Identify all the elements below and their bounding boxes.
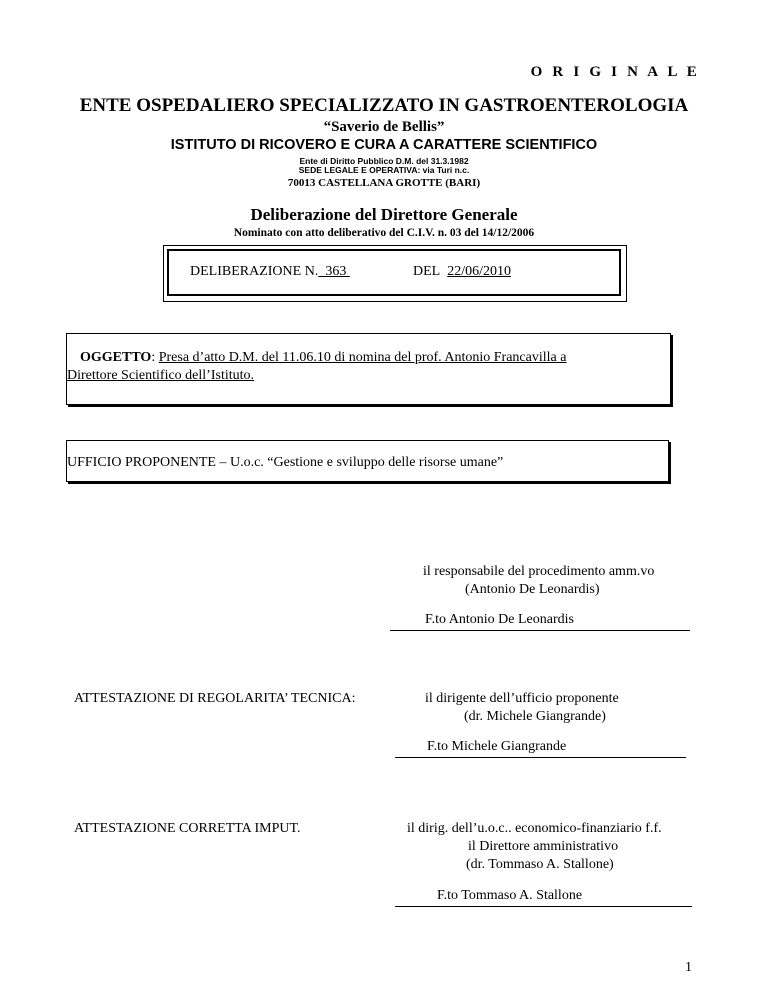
responsabile-role: il responsabile del procedimento amm.vo <box>423 564 655 579</box>
deliberazione-number-value: 363 <box>318 264 350 279</box>
economico-signature: F.to Tommaso A. Stallone <box>437 888 583 903</box>
responsabile-signature: F.to Antonio De Leonardis <box>425 612 574 627</box>
dirigente-signature: F.to Michele Giangrande <box>427 739 567 754</box>
dirigente-name: (dr. Michele Giangrande) <box>464 709 606 724</box>
economico-signature-line <box>395 888 692 907</box>
deliberazione-title: Deliberazione del Direttore Generale <box>250 205 518 224</box>
hospital-name: “Saverio de Bellis” <box>323 119 445 135</box>
ente-title: ENTE OSPEDALIERO SPECIALIZZATO IN GASTROENTEROLOGIA <box>79 95 689 116</box>
dirigente-signature-line <box>395 739 686 758</box>
deliberazione-date-value: 22/06/2010 <box>447 264 511 279</box>
oggetto-line-1: OGGETTO: Presa d’atto D.M. del 11.06.10 di nomina del prof. Antonio Francavilla a <box>80 350 567 365</box>
responsabile-signature-line <box>390 612 690 631</box>
ente-diritto-line: Ente di Diritto Pubblico D.M. del 31.3.1982 <box>299 156 469 166</box>
imputazione-label: ATTESTAZIONE CORRETTA IMPUT. <box>74 821 301 836</box>
deliberazione-date-label: DEL <box>413 264 441 279</box>
deliberazione-number-label: DELIBERAZIONE N. <box>190 264 319 279</box>
ufficio-proponente: UFFICIO PROPONENTE – U.o.c. “Gestione e sviluppo delle risorse umane” <box>67 455 504 470</box>
deliberazione-date <box>413 264 511 280</box>
originale-label: O R I G I N A L E <box>530 64 700 80</box>
deliberazione-number <box>190 264 350 280</box>
page-number: 1 <box>685 960 692 975</box>
istituto-subtitle: ISTITUTO DI RICOVERO E CURA A CARATTERE SCIENTIFICO <box>170 137 598 153</box>
sede-line: SEDE LEGALE E OPERATIVA: via Turi n.c. <box>298 165 470 175</box>
address-line: 70013 CASTELLANA GROTTE (BARI) <box>287 177 481 189</box>
oggetto-text-1: Presa d’atto D.M. del 11.06.10 di nomina del prof. Antonio Francavilla a <box>158 350 567 365</box>
regolarita-label: ATTESTAZIONE DI REGOLARITA’ TECNICA: <box>74 691 356 706</box>
oggetto-text-2: Direttore Scientifico dell’Istituto. <box>67 368 255 383</box>
economico-role: il dirig. dell’u.o.c.. economico-finanziario f.f. <box>407 821 662 836</box>
economico-name: (dr. Tommaso A. Stallone) <box>466 857 614 872</box>
responsabile-name: (Antonio De Leonardis) <box>465 582 600 597</box>
nominato-line: Nominato con atto deliberativo del C.I.V. n. 03 del 14/12/2006 <box>233 227 535 239</box>
direttore-amministrativo-role: il Direttore amministrativo <box>468 839 619 854</box>
oggetto-label: OGGETTO <box>80 350 152 365</box>
dirigente-role: il dirigente dell’ufficio proponente <box>425 691 619 706</box>
